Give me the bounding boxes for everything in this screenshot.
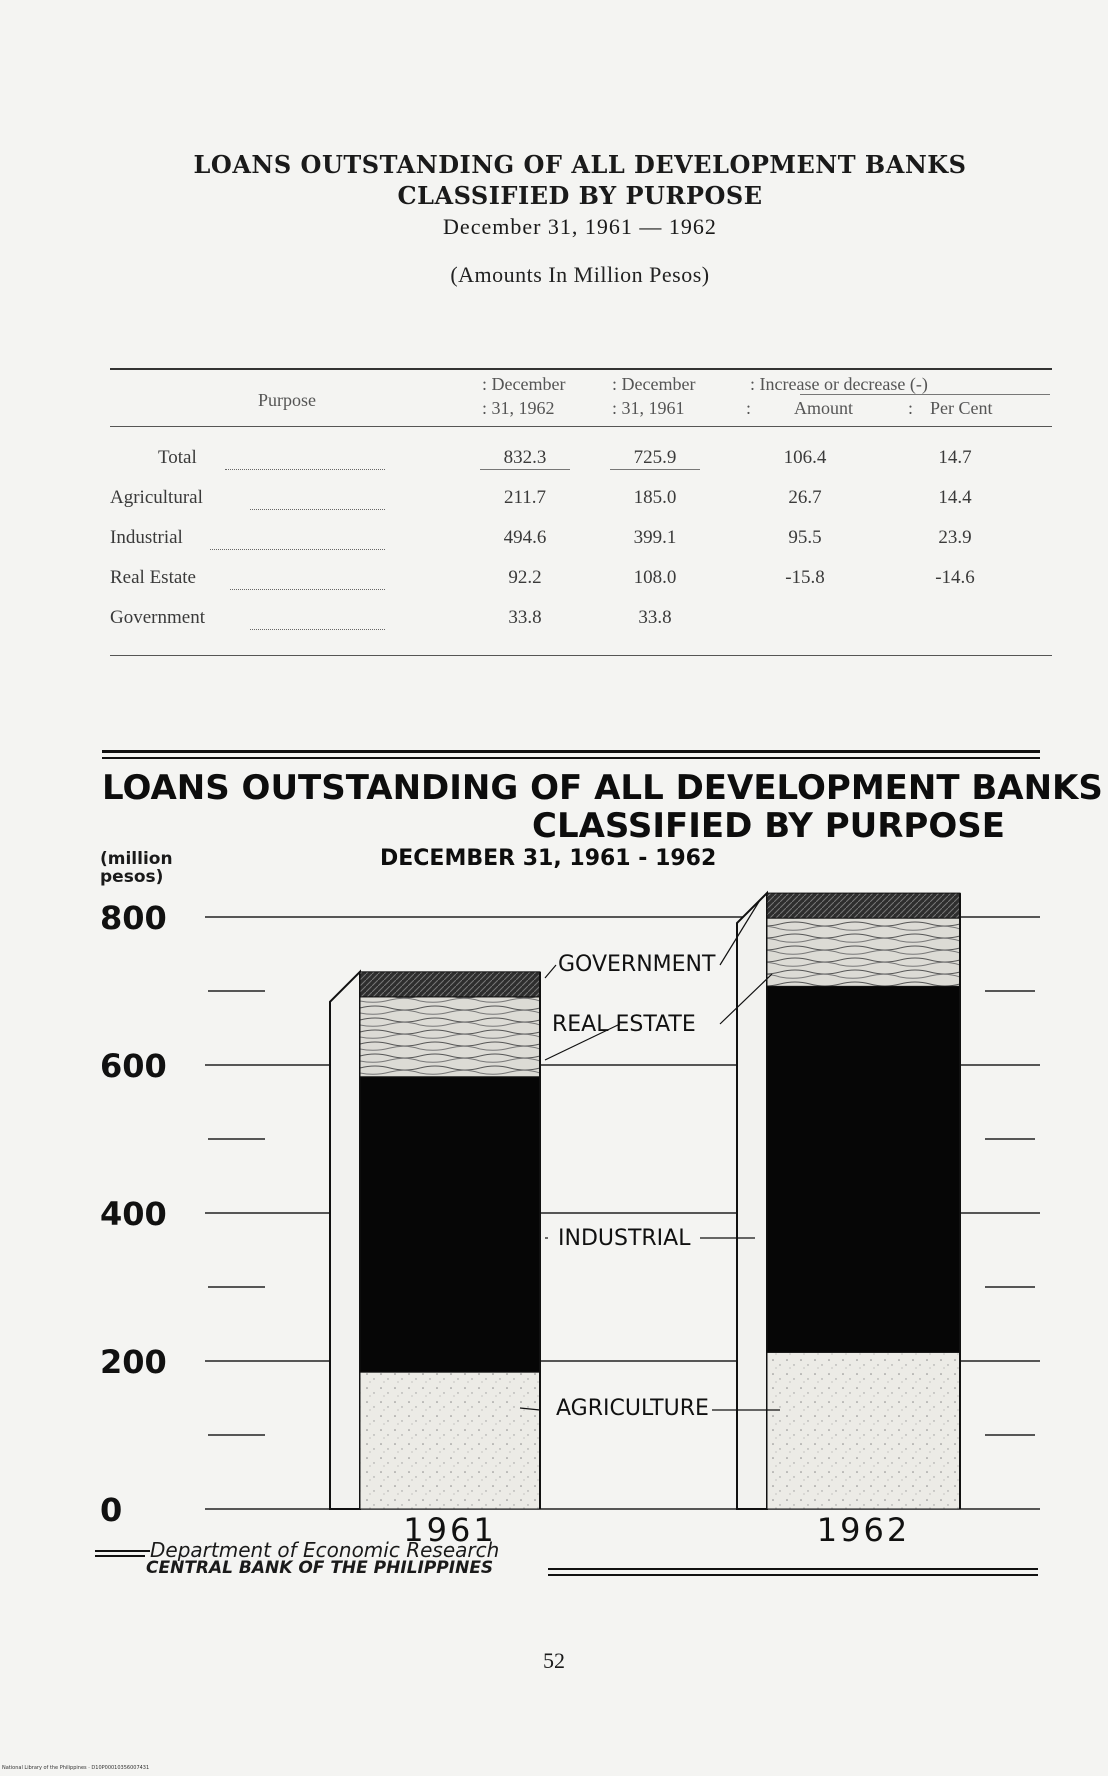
bar-segment-government xyxy=(360,972,540,997)
bar-segment-agriculture xyxy=(360,1372,540,1509)
loans-table xyxy=(110,368,1052,656)
row-1961: 725.9 xyxy=(610,447,700,470)
y-tick-label: 0 xyxy=(100,1491,123,1529)
bar-side-face xyxy=(330,972,360,1509)
row-percent: 14.7 xyxy=(938,447,972,468)
bar-segment-agriculture xyxy=(767,1352,960,1509)
table-units: (Amounts In Million Pesos) xyxy=(450,262,710,287)
header-col3-sep: : xyxy=(746,398,752,418)
row-percent: 14.4 xyxy=(938,487,972,508)
row-1962: 92.2 xyxy=(508,567,542,588)
header-col2-line1: : December xyxy=(612,374,696,394)
table-date: December 31, 1961 — 1962 xyxy=(443,214,717,239)
row-amount: 95.5 xyxy=(788,527,822,548)
header-increase: : Increase or decrease (-) xyxy=(750,374,928,394)
table-row xyxy=(110,487,1052,523)
table-body xyxy=(110,427,1052,655)
row-1962: 494.6 xyxy=(503,527,547,548)
chart xyxy=(0,740,1108,1600)
bar-side-face xyxy=(737,893,767,1509)
page-number: 52 xyxy=(543,1648,565,1673)
y-axis-label-line2: pesos) xyxy=(100,867,164,887)
x-category-label: 1962 xyxy=(816,1511,911,1549)
row-purpose: Government xyxy=(110,607,205,628)
row-1961: 399.1 xyxy=(633,527,677,548)
row-percent: 23.9 xyxy=(938,527,972,548)
table-title-block xyxy=(0,150,1108,288)
row-1962: 33.8 xyxy=(508,607,542,628)
x-category-label: 1961 xyxy=(403,1511,497,1549)
y-axis-label-line1: (million xyxy=(100,849,173,869)
leader-dots xyxy=(210,549,385,550)
segment-label-government: GOVERNMENT xyxy=(558,952,716,977)
bar-segment-real-estate xyxy=(767,918,960,986)
leader-line xyxy=(545,965,556,978)
row-1961: 185.0 xyxy=(633,487,677,508)
header-col1-line1: : December xyxy=(482,374,566,394)
table-title-line1: LOANS OUTSTANDING OF ALL DEVELOPMENT BANKS xyxy=(193,150,967,179)
header-increase-rule xyxy=(800,394,1050,395)
row-purpose: Real Estate xyxy=(110,567,196,588)
bar-segment-industrial xyxy=(767,986,960,1352)
table-row xyxy=(110,447,1052,483)
row-1961: 33.8 xyxy=(638,607,672,628)
row-1962: 832.3 xyxy=(480,447,570,470)
bar-segment-government xyxy=(767,893,960,918)
row-1961: 108.0 xyxy=(633,567,677,588)
row-amount: 26.7 xyxy=(788,487,822,508)
row-1962: 211.7 xyxy=(503,487,547,508)
leader-dots xyxy=(230,589,385,590)
table-title-line2: CLASSIFIED BY PURPOSE xyxy=(397,181,763,210)
credit-line2: CENTRAL BANK OF THE PHILIPPINES xyxy=(146,1558,494,1578)
table-header xyxy=(110,370,1052,426)
header-amount: Amount xyxy=(794,398,854,418)
segment-label-agriculture: AGRICULTURE xyxy=(556,1396,709,1421)
segment-label-industrial: INDUSTRIAL xyxy=(558,1226,691,1251)
row-purpose: Industrial xyxy=(110,527,183,548)
header-percent: Per Cent xyxy=(930,398,993,418)
row-percent: -14.6 xyxy=(935,567,975,588)
credit-line1: Department of Economic Research xyxy=(150,1538,500,1562)
header-purpose: Purpose xyxy=(258,390,316,410)
table-row xyxy=(110,567,1052,603)
table-row xyxy=(110,527,1052,563)
bar-segment-real-estate xyxy=(360,997,540,1077)
chart-subtitle: DECEMBER 31, 1961 - 1962 xyxy=(380,846,717,871)
leader-dots xyxy=(250,629,385,630)
bar-segment-industrial xyxy=(360,1077,540,1372)
footer-small-text: National Library of the Philippines · D10P00010356007431 xyxy=(2,1765,150,1771)
table-row xyxy=(110,607,1052,643)
header-sep: : xyxy=(908,398,914,418)
leader-dots xyxy=(250,509,385,510)
header-col2-line2: : 31, 1961 xyxy=(612,398,685,418)
segment-label-real-estate: REAL ESTATE xyxy=(552,1012,696,1037)
table-bottom-rule xyxy=(110,655,1052,656)
row-amount: -15.8 xyxy=(785,567,825,588)
leader-dots xyxy=(225,469,385,470)
row-purpose: Total xyxy=(158,447,197,468)
y-tick-label: 400 xyxy=(100,1195,167,1233)
y-tick-label: 800 xyxy=(100,899,167,937)
chart-plot xyxy=(0,740,1108,1600)
row-amount: 106.4 xyxy=(783,447,827,468)
y-tick-label: 600 xyxy=(100,1047,167,1085)
row-purpose: Agricultural xyxy=(110,487,203,508)
y-tick-label: 200 xyxy=(100,1343,167,1381)
chart-title-line2: CLASSIFIED BY PURPOSE xyxy=(532,806,1005,846)
header-col1-line2: : 31, 1962 xyxy=(482,398,555,418)
chart-title-line1: LOANS OUTSTANDING OF ALL DEVELOPMENT BANKS xyxy=(102,768,1103,808)
